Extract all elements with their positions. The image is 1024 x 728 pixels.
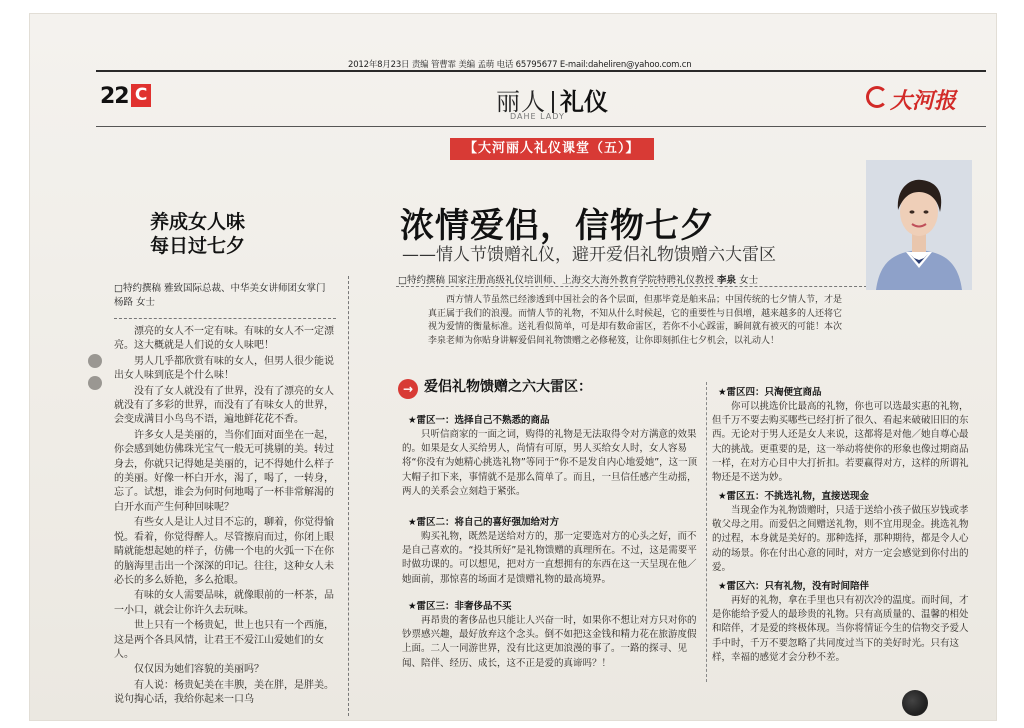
pitfall-title: ★雷区二：将自己的喜好强加给对方 bbox=[408, 517, 560, 528]
binder-hole-icon bbox=[88, 376, 102, 390]
left-paragraph: 许多女人是美丽的，当你们面对面坐在一起，你会感到她仿佛珠光宝气一般无可挑剔的美。转过身去，你就只记得她是美丽的，记不得她什么样子的美丽。好像一杯白开水，渴了，喝了，一转身，忘了。试想，谁会为何时何地喝了一杯非常解渴的白开水而产生何种回味呢？ bbox=[114, 429, 334, 513]
left-article-body bbox=[114, 325, 336, 708]
main-subheadline: ——情人节馈赠礼仪，避开爱侣礼物馈赠六大雷区 bbox=[402, 245, 776, 265]
main-byline-suffix: 女士 bbox=[739, 275, 759, 286]
left-paragraph: 男人几乎都欣赏有味的女人，但男人很少能说出女人味到底是个什么味！ bbox=[114, 355, 334, 382]
pitfall-title: ★雷区三：非奢侈品不买 bbox=[408, 601, 512, 612]
left-paragraph: 有人说：杨贵妃美在丰腴，美在胖，是胖美。说句掏心话，我给你起来一口乌 bbox=[114, 679, 334, 706]
left-heading-line1: 养成女人味 bbox=[150, 211, 246, 233]
author-portrait bbox=[866, 160, 972, 290]
section-subtitle: DAHE LADY bbox=[510, 112, 565, 121]
pitfall-title: ★雷区一：选择自己不熟悉的商品 bbox=[408, 415, 550, 426]
pitfall-item bbox=[402, 514, 700, 587]
column-divider bbox=[348, 276, 349, 716]
main-byline bbox=[398, 272, 758, 286]
pitfall-body: 你可以挑选价比最高的礼物，你也可以选最实惠的礼物，但千万不要去购买哪些已经打折了很久、看起来破破旧旧的东西。无论对于男人还是女人来说，这都将是对他／她自尊心最大的挑战。更重要的是，这一举动将使你的形象也像过期商品一样，在对方心目中大打折扣。若要赢得对方，这样的所谓礼物还是不送为妙。 bbox=[712, 401, 969, 484]
main-intro-text: 西方情人节虽然已经渗透到中国社会的各个层面，但那毕竟是舶来品；中国传统的七夕情人节，才是真正属于我们的浪漫。而情人节的礼物，不知从什么时候起，它的重要性与日俱增，越来越多的人还将它视为爱情的衡量标准。送礼看似简单，可是却有数命雷区，若你不小心踩雷，瞬间就有被灭的可能！本次李泉老师为你贴身讲解爱侣间礼物馈赠之必修秘笈，让你即刻抓住七夕机会，以礼动人！ bbox=[428, 295, 843, 346]
left-paragraph: 没有了女人就没有了世界，没有了漂亮的女人就没有了多彩的世界，而没有了有味女人的世界，会变成满目小鸟鸟不语，遍地鲜花花不香。 bbox=[114, 385, 334, 426]
header-rule bbox=[96, 126, 986, 127]
main-intro bbox=[428, 294, 846, 348]
left-article-byline: □特约撰稿 雅致国际总裁、中华美女讲师团女掌门 杨路 女士 bbox=[114, 282, 336, 319]
pitfall-body: 购买礼物，既然是送给对方的，那一定要选对方的心头之好，而不是自己喜欢的。“投其所好”是礼物馈赠的真理所在。不过，这是需要平时做功课的。可以想见，把对方一直想拥有的东西在这一天呈现在他／她面前，那惊喜的场面才是馈赠礼物的最高境界。 bbox=[402, 531, 697, 585]
pitfall-body: 当现金作为礼物馈赠时，只适于送给小孩子做压岁钱或孝敬父母之用。而爱侣之间赠送礼物，则不宜用现金。挑选礼物的过程，本身就是美好的。那种选择，那种期待，都是令人心动的场景。你在付出心意的同时，对方一定会感觉到你付出的爱。 bbox=[712, 505, 969, 573]
pitfall-title: ★雷区四：只淘便宜商品 bbox=[718, 387, 822, 398]
masthead-meta: 2012年8月23日 责编 管曹霏 美编 孟萌 电话 65795677 E-mail:daheliren@yahoo.com.cn bbox=[348, 60, 692, 70]
page-number bbox=[100, 84, 151, 109]
pitfalls-section-heading bbox=[398, 376, 592, 399]
section-title-separator bbox=[552, 91, 554, 113]
top-rule bbox=[96, 70, 986, 72]
pitfall-item bbox=[712, 578, 974, 665]
left-heading-line2: 每日过七夕 bbox=[150, 235, 246, 257]
binder-hole-icon bbox=[88, 354, 102, 368]
newspaper-logo: 大河报 bbox=[890, 88, 957, 114]
left-paragraph: 漂亮的女人不一定有味。有味的女人不一定漂亮。这大概就是人们说的女人味吧！ bbox=[114, 326, 334, 352]
series-banner: 【大河丽人礼仪课堂（五）】 bbox=[450, 138, 654, 160]
logo-swirl-icon bbox=[866, 86, 888, 108]
left-paragraph: 有味的女人需要品味，就像眼前的一杯茶，品一小口，就会让你许久去玩味。 bbox=[114, 590, 334, 616]
decorative-ornament-icon bbox=[902, 690, 928, 716]
pitfall-body: 再昂贵的奢侈品也只能让人兴奋一时，如果你不想让对方只对你的钞票感兴趣，最好放弃这个念头。倒不如把这金钱和精力花在旅游度假上面。二人一同游世界，没有比这更加浪漫的事了。一路的探寻、见闻、陪伴、经历、成长，这不正是爱的真谛吗？！ bbox=[402, 615, 697, 669]
byline-rule bbox=[396, 286, 872, 287]
pitfall-item bbox=[402, 412, 700, 499]
pitfall-item bbox=[712, 384, 974, 485]
left-article bbox=[114, 210, 336, 709]
page-number-digits: 22 bbox=[100, 84, 129, 109]
left-paragraph: 有些女人是让人过目不忘的，聊着，你觉得愉悦。看着，你觉得醉人。尽管擦肩而过，你闭上眼睛就能想起她的样子，仿佛一个电的火弧一下在你的脑海里击出一个深深的印记。往往，这种女人未必长的多么娇艳，多么抢眼。 bbox=[114, 517, 334, 586]
page-letter-badge: C bbox=[131, 84, 151, 107]
inner-column-divider bbox=[706, 382, 707, 682]
section-title-part1: 丽人 bbox=[496, 88, 546, 116]
pitfall-body: 只听信商家的一面之词，购得的礼物是无法取得令对方满意的效果的。如果是女人买给男人，尚情有可原，男人买给女人时，女人容易将“你没有为她精心挑选礼物”等同于“你不是发自内心地爱她”，这一顶大帽子扣下来，事情就不是那么简单了。而且，一旦信任感产生动摇，两人的关系会立刻趋于紧张。 bbox=[402, 429, 698, 497]
left-paragraph: 世上只有一个杨贵妃，世上也只有一个西施，这是两个各具风情，让君王不爱江山爱她们的女人。 bbox=[114, 620, 334, 660]
main-byline-prefix: □特约撰稿 国家注册高级礼仪培训师、上海交大海外教育学院特聘礼仪教授 bbox=[398, 275, 714, 286]
pitfall-body: 再好的礼物，拿在手里也只有初次冷的温度。而时间，才是你能给予爱人的最珍贵的礼物。只有高质量的、温馨的相处和陪伴，才是爱的终极体现。当你将情证今生的信物交予爱人手中时，千万不要忽略了共同度过当下的美好时光。只有这样，幸福的感觉才会分秒不差。 bbox=[712, 595, 969, 663]
pitfall-item bbox=[712, 488, 974, 575]
newspaper-page bbox=[30, 14, 996, 720]
pitfall-title: ★雷区六：只有礼物，没有时间陪伴 bbox=[718, 581, 870, 592]
pitfall-title: ★雷区五：不挑选礼物，直接送现金 bbox=[718, 491, 870, 502]
left-article-heading bbox=[114, 210, 336, 258]
author-portrait-illustration bbox=[866, 160, 972, 290]
pitfalls-section-title: 爱侣礼物馈赠之六大雷区： bbox=[424, 379, 592, 395]
section-title-part2: 礼仪 bbox=[560, 87, 608, 116]
arrow-right-icon: → bbox=[398, 379, 418, 399]
main-byline-name: 李泉 bbox=[717, 275, 737, 286]
pitfall-item bbox=[402, 598, 700, 671]
main-headline: 浓情爱侣，信物七夕 bbox=[400, 206, 715, 246]
left-paragraph: 仅仅因为她们容貌的美丽吗？ bbox=[134, 664, 264, 676]
